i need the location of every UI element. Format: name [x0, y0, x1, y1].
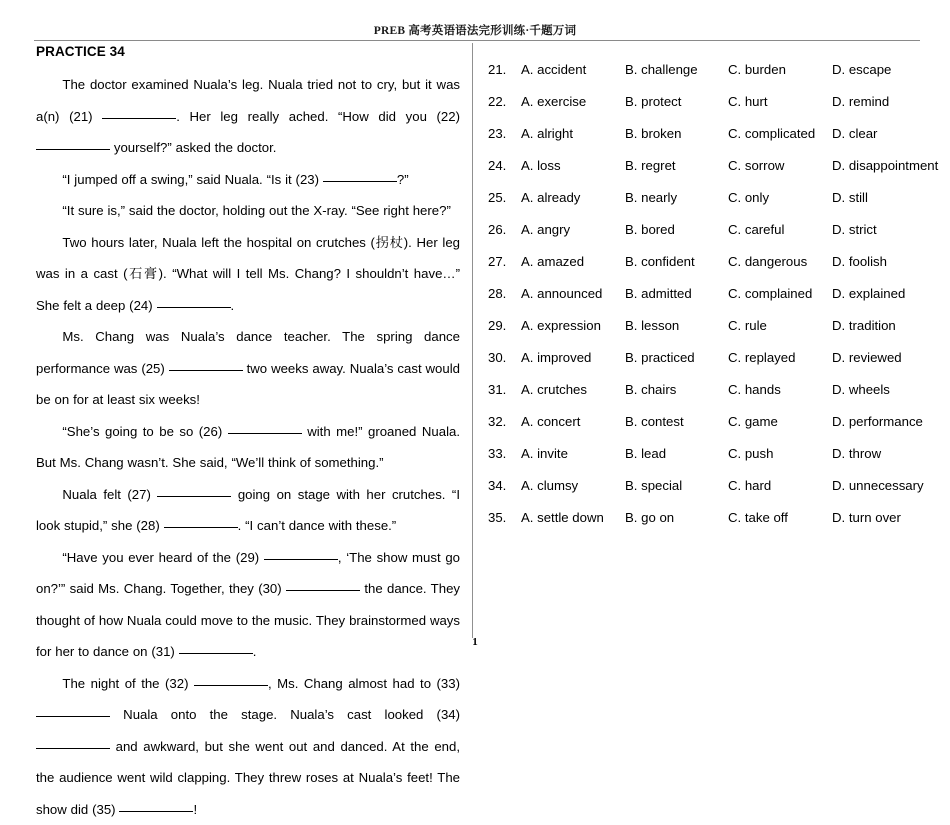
question-number: 34. [488, 478, 507, 493]
option-a[interactable]: A. alright [521, 126, 574, 141]
option-b[interactable]: B. chairs [625, 382, 677, 397]
passage-paragraph: “I jumped off a swing,” said Nuala. “Is it (23) ?” [62, 171, 409, 187]
question-number: 24. [488, 158, 507, 173]
option-d[interactable]: D. tradition [832, 318, 896, 333]
question-row [488, 414, 943, 446]
option-b[interactable]: B. nearly [625, 190, 678, 205]
passage-paragraph: “It sure is,” said the doctor, holding out the X-ray. “See right here?” [62, 203, 451, 219]
option-c[interactable]: C. hands [728, 382, 781, 397]
option-b[interactable]: B. lesson [625, 318, 680, 333]
option-d[interactable]: D. turn over [832, 510, 901, 525]
option-d[interactable]: D. throw [832, 446, 882, 461]
passage-paragraph: “Have you ever heard of the (29) , ‘The show must go on?’” said Ms. Chang. Together, they (30) the dance. They thought of how Nuala could move to the music. They brainstormed ways for her to dance on (31) . [36, 549, 460, 660]
option-c[interactable]: C. only [728, 190, 770, 205]
option-c[interactable]: C. take off [728, 510, 788, 525]
option-c[interactable]: C. push [728, 446, 774, 461]
option-a[interactable]: A. expression [521, 318, 601, 333]
option-c[interactable]: C. sorrow [728, 158, 785, 173]
answer-blank[interactable] [264, 559, 338, 560]
question-number: 33. [488, 446, 507, 461]
question-number: 35. [488, 510, 507, 525]
answer-blank[interactable] [119, 811, 193, 812]
question-row [488, 254, 943, 286]
question-number: 31. [488, 382, 507, 397]
option-d[interactable]: D. wheels [832, 382, 890, 397]
option-c[interactable]: C. hurt [728, 94, 768, 109]
option-d[interactable]: D. reviewed [832, 350, 902, 365]
question-row [488, 126, 943, 158]
option-a[interactable]: A. exercise [521, 94, 587, 109]
question-number: 23. [488, 126, 507, 141]
option-d[interactable]: D. explained [832, 286, 906, 301]
passage-paragraph: Nuala felt (27) going on stage with her crutches. “I look stupid,” she (28) . “I can’t dance with these.” [36, 486, 460, 534]
option-b[interactable]: B. protect [625, 94, 682, 109]
question-row [488, 318, 943, 350]
question-number: 30. [488, 350, 507, 365]
cloze-passage [36, 69, 460, 825]
option-c[interactable]: C. hard [728, 478, 772, 493]
question-row [488, 190, 943, 222]
answer-blank[interactable] [102, 118, 176, 119]
answer-blank[interactable] [36, 149, 110, 150]
option-a[interactable]: A. loss [521, 158, 561, 173]
answer-blank[interactable] [36, 716, 110, 717]
option-b[interactable]: B. challenge [625, 62, 698, 77]
option-c[interactable]: C. replayed [728, 350, 796, 365]
option-a[interactable]: A. concert [521, 414, 581, 429]
answer-blank[interactable] [157, 496, 231, 497]
passage-paragraph: “She’s going to be so (26) with me!” groaned Nuala. But Ms. Chang wasn’t. She said, “We’ll think of something.” [36, 423, 460, 471]
header-rule [34, 40, 920, 41]
question-number: 21. [488, 62, 507, 77]
option-b[interactable]: B. confident [625, 254, 695, 269]
option-b[interactable]: B. practiced [625, 350, 695, 365]
question-row [488, 510, 943, 542]
question-row [488, 62, 943, 94]
option-d[interactable]: D. still [832, 190, 868, 205]
option-a[interactable]: A. amazed [521, 254, 585, 269]
option-b[interactable]: B. regret [625, 158, 676, 173]
passage-paragraph: The night of the (32) , Ms. Chang almost had to (33) Nuala onto the stage. Nuala’s cast looked (34) and awkward, but she went out and danced. At the end, the audience went wild clapping. They threw roses at Nuala’s feet! The show did (35) ! [36, 675, 460, 817]
passage-paragraph: Ms. Chang was Nuala’s dance teacher. The spring dance performance was (25) two weeks away. Nuala’s cast would be on for at least six weeks! [36, 329, 460, 408]
passage-column [36, 44, 460, 825]
option-c[interactable]: C. rule [728, 318, 767, 333]
answer-blank[interactable] [169, 370, 243, 371]
option-a[interactable]: A. announced [521, 286, 603, 301]
answer-blank[interactable] [194, 685, 268, 686]
passage-paragraph: Two hours later, Nuala left the hospital on crutches (拐杖). Her leg was in a cast (石膏). “What will I tell Ms. Chang? I shouldn’t have…” She felt a deep (24) . [36, 234, 460, 313]
question-row [488, 478, 943, 510]
column-divider [472, 43, 473, 638]
option-b[interactable]: B. bored [625, 222, 675, 237]
answer-blank[interactable] [36, 748, 110, 749]
passage-paragraph: The doctor examined Nuala’s leg. Nuala tried not to cry, but it was a(n) (21) . Her leg really ached. “How did you (22) yourself?” asked the doctor. [36, 77, 460, 156]
option-d[interactable]: D. strict [832, 222, 877, 237]
answer-blank[interactable] [164, 527, 238, 528]
option-a[interactable]: A. angry [521, 222, 571, 237]
question-number: 29. [488, 318, 507, 333]
option-d[interactable]: D. disappointment [832, 158, 939, 173]
option-b[interactable]: B. special [625, 478, 683, 493]
question-number: 22. [488, 94, 507, 109]
option-b[interactable]: B. go on [625, 510, 675, 525]
option-c[interactable]: C. burden [728, 62, 786, 77]
option-a[interactable]: A. clumsy [521, 478, 579, 493]
question-row [488, 382, 943, 414]
option-c[interactable]: C. complicated [728, 126, 816, 141]
option-d[interactable]: D. clear [832, 126, 878, 141]
option-c[interactable]: C. complained [728, 286, 813, 301]
question-row [488, 446, 943, 478]
option-a[interactable]: A. improved [521, 350, 592, 365]
question-number: 26. [488, 222, 507, 237]
option-d[interactable]: D. escape [832, 62, 892, 77]
option-d[interactable]: D. performance [832, 414, 923, 429]
answer-blank[interactable] [179, 653, 253, 654]
question-number: 32. [488, 414, 507, 429]
question-number: 25. [488, 190, 507, 205]
option-a[interactable]: A. invite [521, 446, 568, 461]
option-a[interactable]: A. settle down [521, 510, 604, 525]
option-a[interactable]: A. accident [521, 62, 587, 77]
answer-blank[interactable] [157, 307, 231, 308]
question-number: 28. [488, 286, 507, 301]
running-header: PREB 高考英语语法完形训练·千题万词 [373, 25, 577, 37]
answer-blank[interactable] [286, 590, 360, 591]
question-row [488, 286, 943, 318]
option-c[interactable]: C. dangerous [728, 254, 808, 269]
option-d[interactable]: D. remind [832, 94, 890, 109]
option-a[interactable]: A. already [521, 190, 581, 205]
option-c[interactable]: C. careful [728, 222, 785, 237]
option-a[interactable]: A. crutches [521, 382, 587, 397]
page-title: PRACTICE 34 [36, 44, 125, 59]
page-number: 1 [472, 636, 478, 648]
question-row [488, 94, 943, 126]
question-row [488, 158, 943, 190]
option-b[interactable]: B. admitted [625, 286, 692, 301]
option-b[interactable]: B. contest [625, 414, 684, 429]
option-d[interactable]: D. unnecessary [832, 478, 924, 493]
question-number: 27. [488, 254, 507, 269]
question-row [488, 222, 943, 254]
answer-blank[interactable] [228, 433, 302, 434]
option-c[interactable]: C. game [728, 414, 778, 429]
option-b[interactable]: B. lead [625, 446, 667, 461]
option-b[interactable]: B. broken [625, 126, 682, 141]
question-options-column [488, 62, 943, 542]
answer-blank[interactable] [323, 181, 397, 182]
option-d[interactable]: D. foolish [832, 254, 887, 269]
question-row [488, 350, 943, 382]
